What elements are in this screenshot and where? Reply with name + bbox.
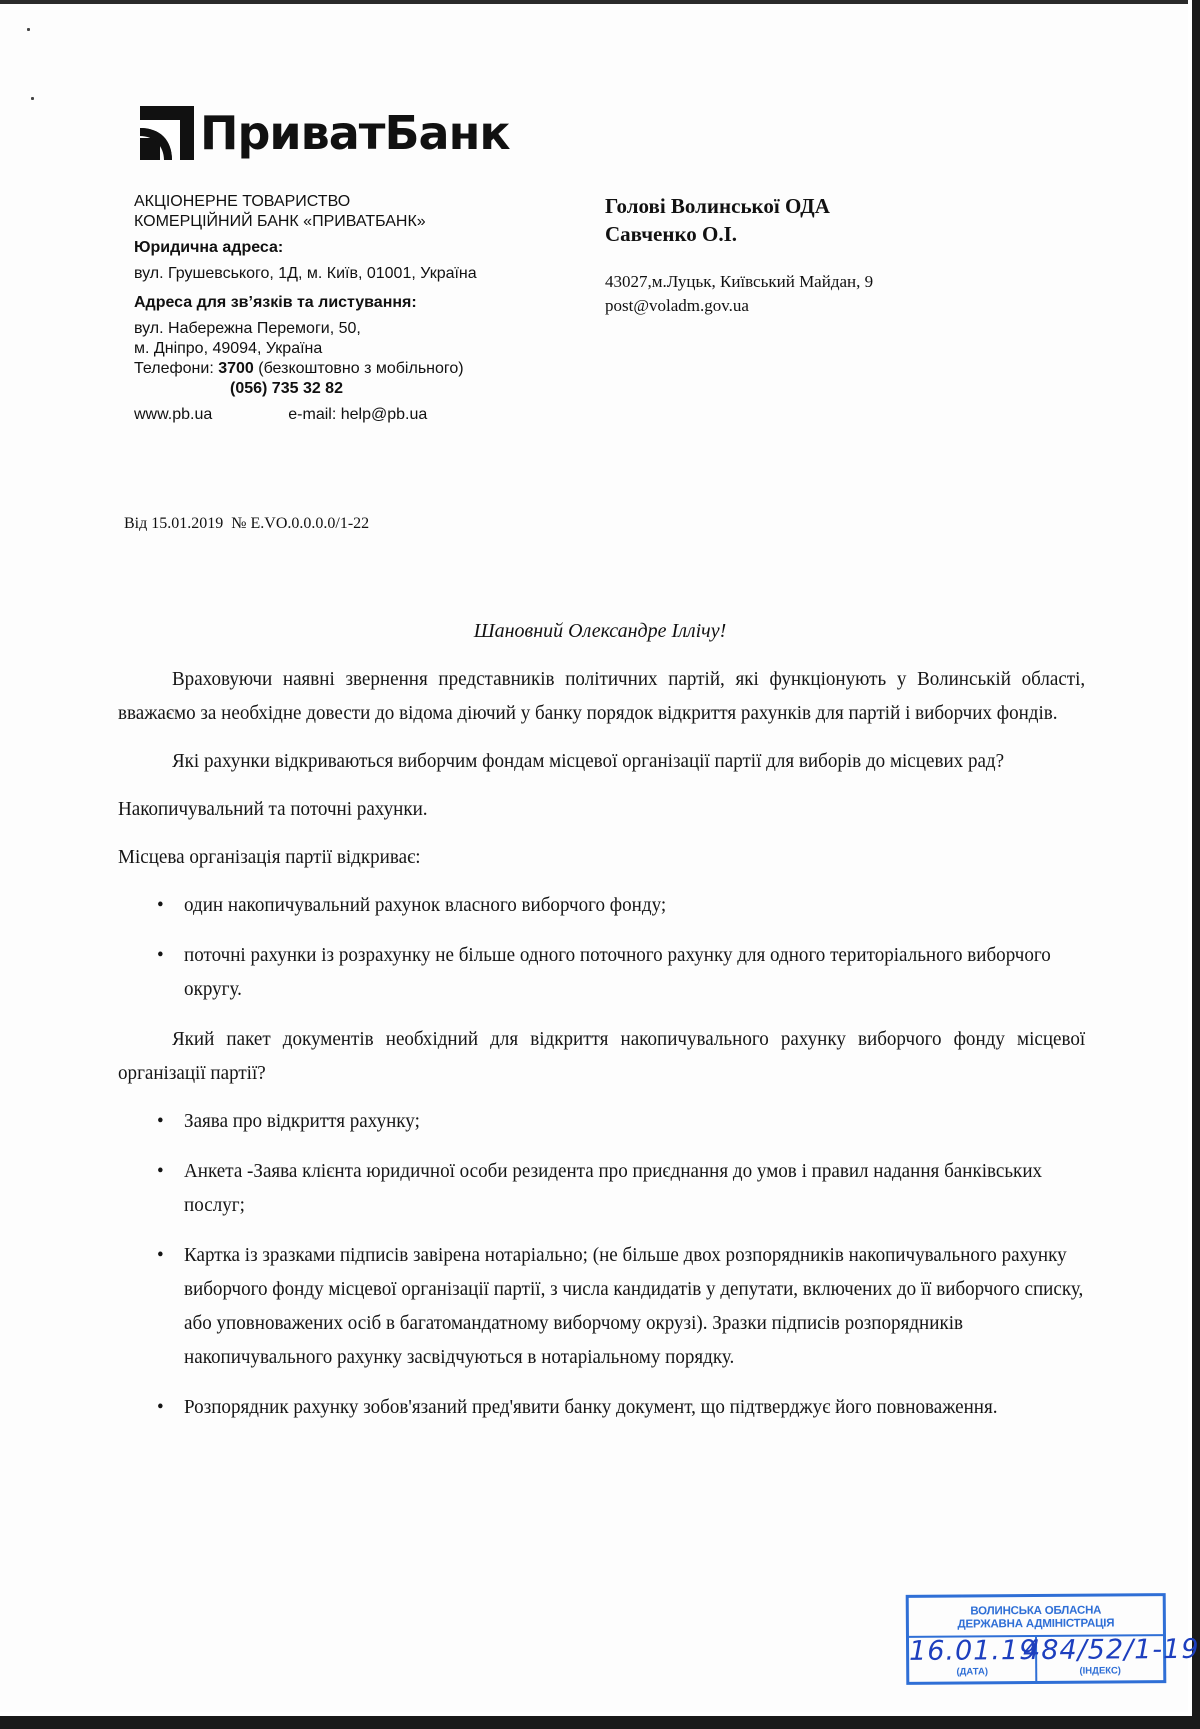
logo-text: ПриватБанк bbox=[200, 106, 510, 160]
privatbank-logo bbox=[140, 106, 510, 160]
bullet-icon: • bbox=[157, 1160, 164, 1182]
recipient-title-line2: Савченко О.І. bbox=[605, 222, 738, 246]
legal-address-label: Юридична адреса: bbox=[134, 239, 284, 256]
stamp-handwritten-date: 16.01.19 bbox=[908, 1634, 1038, 1667]
answer-1: Накопичувальний та поточні рахунки. bbox=[118, 798, 428, 820]
bullet-icon: • bbox=[157, 1110, 164, 1132]
bullet-icon: • bbox=[157, 1244, 164, 1266]
opens-list bbox=[118, 888, 1085, 1006]
documents-list bbox=[118, 1104, 1085, 1424]
list-item: • Анкета -Заява клієнта юридичної особи резидента про приєднання до умов і правил надання банківських послуг; bbox=[118, 1154, 1085, 1222]
question-1: Які рахунки відкриваються виборчим фондам місцевої організації партії для виборів до місцевих рад? bbox=[171, 750, 1005, 772]
phones-label: Телефони: bbox=[134, 360, 219, 377]
stamp-fields bbox=[908, 1633, 1200, 1682]
question-2: Який пакет документів необхідний для відкриття накопичувального рахунку виборчого фонду місцевої організації партії? bbox=[118, 1028, 1086, 1084]
contact-address-line1: вул. Набережна Перемоги, 50, bbox=[134, 320, 361, 337]
scan-edge-right bbox=[1192, 0, 1200, 1729]
recipient-title-line1: Голові Волинської ОДА bbox=[605, 194, 830, 218]
recipient-email: post@voladm.gov.ua bbox=[605, 296, 749, 315]
stamp-index-label: (ІНДЕКС) bbox=[1079, 1665, 1121, 1677]
phones-line bbox=[134, 359, 477, 379]
scan-speck bbox=[27, 28, 30, 31]
phone-full: (056) 735 32 82 bbox=[230, 380, 343, 397]
salutation: Шановний Олександре Іллічу! bbox=[473, 620, 727, 642]
stamp-index-cell bbox=[1022, 1633, 1200, 1681]
scan-speck bbox=[31, 97, 34, 100]
stamp-date-cell bbox=[908, 1634, 1038, 1682]
stamp-org-line2: ДЕРЖАВНА АДМІНІСТРАЦІЯ bbox=[957, 1617, 1115, 1631]
opens-label: Місцева організація партії відкриває: bbox=[118, 846, 421, 868]
list-item: • поточні рахунки із розрахунку не більше одного поточного рахунку для одного територіального виборчого округу. bbox=[118, 938, 1085, 1006]
recipient-block bbox=[605, 192, 873, 318]
contact-address-label: Адреса для зв’язків та листування: bbox=[134, 294, 417, 311]
list-item: • один накопичувальний рахунок власного виборчого фонду; bbox=[118, 888, 1085, 922]
stamp-org-line1: ВОЛИНСЬКА ОБЛАСНА bbox=[970, 1604, 1102, 1618]
phone-short-note: (безкоштовно з мобільного) bbox=[253, 360, 464, 377]
company-name-line2: КОМЕРЦІЙНИЙ БАНК «ПРИВАТБАНК» bbox=[134, 213, 426, 230]
company-name-line1: АКЦІОНЕРНЕ ТОВАРИСТВО bbox=[134, 193, 351, 210]
bullet-icon: • bbox=[157, 894, 164, 916]
contact-address-line2: м. Дніпро, 49094, Україна bbox=[134, 340, 323, 357]
letter-reference: Від 15.01.2019 № E.VO.0.0.0.0/1-22 bbox=[124, 515, 370, 532]
scan-edge-bottom bbox=[0, 1716, 1200, 1729]
letter-body bbox=[118, 662, 1085, 1440]
sender-block bbox=[134, 192, 477, 425]
bullet-icon: • bbox=[157, 1396, 164, 1418]
registration-stamp bbox=[906, 1593, 1200, 1685]
privatbank-logo-mark-icon bbox=[140, 106, 194, 160]
phone-short: 3700 bbox=[218, 360, 254, 377]
intro-paragraph: Враховуючи наявні звернення представників політичних партій, які функціонують у Волинській області, вважаємо за необхідне довести до відома діючий у банку порядок відкриття рахунків для партій і виборчих фондів. bbox=[118, 668, 1086, 724]
web-contacts bbox=[134, 405, 477, 425]
email-link[interactable]: e-mail: help@pb.ua bbox=[288, 406, 428, 423]
list-item: • Заява про відкриття рахунку; bbox=[118, 1104, 1085, 1138]
recipient-address: 43027,м.Луцьк, Київський Майдан, 9 bbox=[605, 272, 874, 291]
stamp-date-label: (ДАТА) bbox=[956, 1666, 989, 1678]
stamp-handwritten-number: 484/52/1-19 bbox=[1022, 1633, 1200, 1667]
website-link[interactable]: www.pb.ua bbox=[134, 406, 213, 423]
legal-address: вул. Грушевського, 1Д, м. Київ, 01001, Україна bbox=[134, 265, 477, 282]
bullet-icon: • bbox=[157, 944, 164, 966]
list-item: • Розпорядник рахунку зобов'язаний пред'явити банку документ, що підтверджує його повноваження. bbox=[118, 1390, 1085, 1424]
list-item: • Картка із зразками підписів завірена нотаріально; (не більше двох розпорядників накопичувального рахунку виборчого фонду місцевої організації партії, з числа кандидатів у депутати, включених до її виборчого списку, або уповноважених осіб в багатомандатному виборчому окрузі). Зразки підписів розпорядників накопичувального рахунку засвідчуються в нотаріальному порядку. bbox=[118, 1238, 1085, 1374]
